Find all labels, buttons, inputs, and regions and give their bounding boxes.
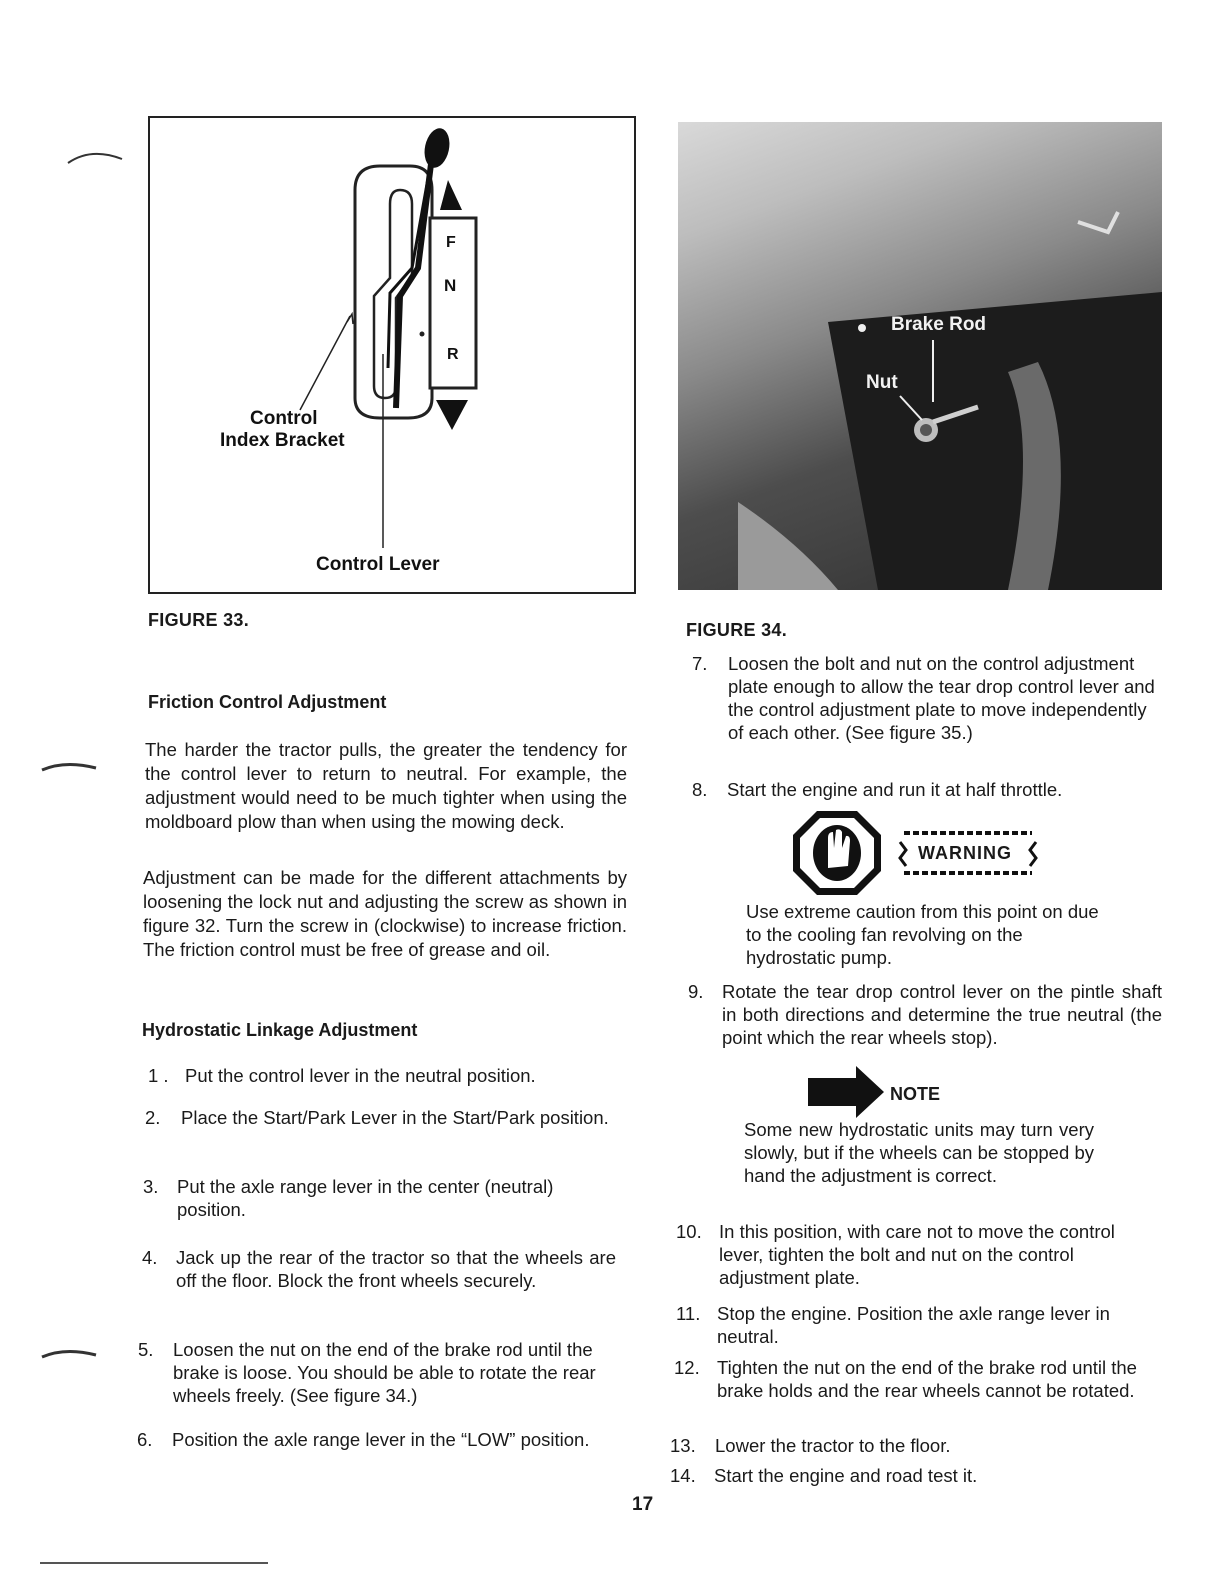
note-text: Some new hydrostatic units may turn very slowly, but if the wheels can be stopped by hand the adjustment is correct.: [744, 1119, 1094, 1186]
step-number: 2.: [145, 1107, 161, 1128]
figure-34-caption: FIGURE 34.: [686, 620, 788, 640]
brake-rod-photo: [678, 122, 1162, 590]
margin-mark: [40, 1345, 100, 1365]
step-number: 11.: [676, 1303, 701, 1324]
bottom-rule: [40, 1562, 268, 1564]
step-text: In this position, with care not to move the control lever, tighten the bolt and nut on the control adjustment plate.: [719, 1221, 1115, 1288]
hydrostatic-heading: Hydrostatic Linkage Adjustment: [142, 1020, 418, 1040]
list-item: [143, 1175, 620, 1223]
step-text: Start the engine and road test it.: [714, 1465, 978, 1486]
step-text: Place the Start/Park Lever in the Start/Park position.: [181, 1107, 609, 1128]
step-number: 9.: [688, 981, 704, 1002]
list-item: [145, 1106, 620, 1154]
warning-text: Use extreme caution from this point on due to the cooling fan revolving on the hydrostatic pump.: [746, 901, 1099, 968]
list-item: [676, 1220, 1164, 1290]
step-text: Put the axle range lever in the center (neutral) position.: [177, 1176, 554, 1220]
friction-paragraph-1: The harder the tractor pulls, the greater the tendency for the control lever to return to neutral. For example, the adjustment would need to be much tighter when using the moldboard plow than when using the mowing deck.: [145, 739, 627, 832]
step-number: 3.: [143, 1176, 159, 1197]
warning-hand-icon: [790, 808, 884, 898]
step-number: 1 .: [148, 1065, 169, 1086]
label-n: N: [444, 276, 457, 295]
step-text: Start the engine and run it at half throttle.: [727, 779, 1063, 800]
step-number: 10.: [676, 1221, 702, 1242]
margin-mark: [40, 758, 100, 778]
list-item: [670, 1464, 1160, 1490]
control-lever-diagram: [150, 118, 634, 592]
note-arrow-icon: [808, 1066, 888, 1118]
margin-mark: [66, 145, 126, 175]
step-number: 7.: [692, 653, 708, 674]
label-control-lever: Control Lever: [316, 554, 440, 575]
warning-label: WARNING: [918, 843, 1012, 863]
step-text: Loosen the nut on the end of the brake rod until the brake is loose. You should be able to rotate the rear wheels freely. (See figure 34.): [173, 1339, 596, 1406]
label-control: Control: [250, 408, 318, 429]
step-text: Stop the engine. Position the axle range lever in neutral.: [717, 1303, 1110, 1347]
list-item: [692, 778, 1168, 804]
label-f: F: [446, 234, 456, 251]
step-number: 13.: [670, 1435, 696, 1456]
list-item: [692, 652, 1168, 768]
step-number: 6.: [137, 1429, 153, 1450]
list-item: [688, 980, 1164, 1072]
step-number: 5.: [138, 1339, 154, 1360]
list-item: [148, 1064, 618, 1090]
step-number: 14.: [670, 1465, 696, 1486]
step-text: Rotate the tear drop control lever on the pintle shaft in both directions and determine the true neutral (the point which the rear wheels stop).: [722, 981, 1162, 1048]
step-number: 12.: [674, 1357, 700, 1378]
figure-34-photo: [678, 122, 1162, 590]
list-item: [138, 1338, 612, 1408]
list-item: [142, 1246, 620, 1316]
step-text: Loosen the bolt and nut on the control adjustment plate enough to allow the tear drop control lever and the control adjustment plate to move independently of each other. (See figure 35.): [728, 653, 1155, 743]
label-index-bracket: Index Bracket: [220, 430, 345, 451]
friction-heading: Friction Control Adjustment: [148, 692, 387, 712]
step-number: 8.: [692, 779, 708, 800]
page-number: 17: [632, 1494, 654, 1515]
friction-paragraph-2: Adjustment can be made for the different attachments by loosening the lock nut and adjusting the screw as shown in figure 32. Turn the screw in (clockwise) to increase friction. The friction control must be free of grease and oil.: [143, 867, 627, 960]
step-text: Jack up the rear of the tractor so that the wheels are off the floor. Block the front wheels securely.: [176, 1247, 616, 1291]
step-text: Put the control lever in the neutral position.: [185, 1065, 536, 1086]
step-text: Tighten the nut on the end of the brake rod until the brake holds and the rear wheels cannot be rotated.: [717, 1357, 1137, 1401]
figure-33: [148, 116, 636, 594]
list-item: [137, 1428, 613, 1476]
note-label: NOTE: [890, 1084, 941, 1104]
step-text: Position the axle range lever in the “LOW” position.: [172, 1429, 590, 1450]
warning-banner: [894, 828, 1042, 878]
list-item: [676, 1302, 1164, 1350]
label-nut: Nut: [866, 372, 898, 393]
figure-33-caption: FIGURE 33.: [148, 610, 250, 630]
list-item: [670, 1434, 1160, 1460]
label-r: R: [447, 346, 459, 363]
label-brake-rod: Brake Rod: [891, 314, 987, 335]
step-number: 4.: [142, 1247, 158, 1268]
list-item: [674, 1356, 1164, 1426]
step-text: Lower the tractor to the floor.: [715, 1435, 951, 1456]
